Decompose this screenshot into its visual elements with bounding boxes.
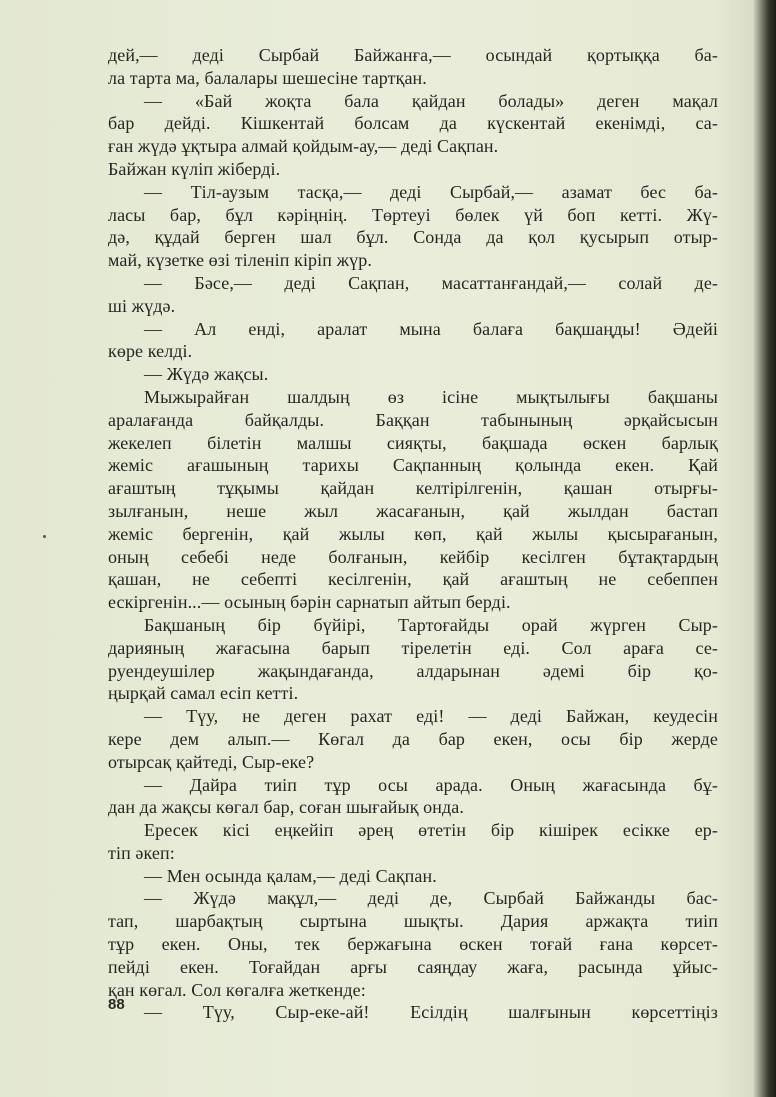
text-line: руендеушілер жақындағанда, алдарынан әдемі бір қо- [108,660,718,681]
page-body-text [108,44,718,1024]
text-line: — Ал енді, аралат мына балаға бақшаңды! Әдейі [144,318,718,339]
text-line: ласы бар, бұл кәріңнің. Төртеуі бөлек үй боп кетті. Жү- [108,204,718,225]
text-line: — «Бай жоқта бала қайдан болады» деген мақал [144,90,718,111]
text-line: көре келді. [108,341,193,362]
page-number: 88 [108,996,125,1013]
text-line: оның себебі неде болғанын, кейбір кесілген бұтақтардың [108,546,718,567]
text-line: Бақшаның бір бүйірі, Тартоғайды орай жүрген Сыр- [144,614,718,635]
text-line: ла тарта ма, балалары шешесіне тартқан. [108,67,427,88]
text-line: жекелеп білетін малшы сияқты, бақшада өскен барлық [108,432,718,453]
text-line: тіп әкеп: [108,842,175,863]
text-line: дә, құдай берген шал бұл. Сонда да қол қусырып отыр- [108,227,718,248]
text-line: пейді екен. Тоғайдан арғы саяңдау жаға, расында ұйыс- [108,956,718,977]
text-line: — Түу, не деген рахат еді! — деді Байжан, кеудесін [144,706,718,727]
text-line: — Дайра тиіп тұр осы арада. Оның жағасында бұ- [144,774,718,795]
text-line: ағаштың тұқымы қайдан келтірілгенін, қашан отырғы- [108,478,718,499]
text-line: дей,— деді Сырбай Байжанға,— осындай қортыққа ба- [108,45,718,65]
text-line: дан да жақсы көгал бар, соған шығайық онда. [108,797,464,818]
text-line: кере дем алып.— Көгал да бар екен, осы бір жерде [108,728,718,749]
text-line: — Бәсе,— деді Сақпан, масаттанғандай,— солай де- [144,272,718,293]
text-line: ші жүдә. [108,295,176,316]
text-line: тап, шарбақтың сыртына шықты. Дария аржақта тиіп [108,911,718,932]
text-line: дарияның жағасына барып тірелетін еді. Сол араға се- [108,637,718,658]
text-line: ескіргенін...— осының бәрін сарнатып айтып берді. [108,592,511,613]
text-line: — Жүдә мақұл,— деді де, Сырбай Байжанды бас- [144,888,718,909]
text-line: зылғанын, неше жыл жасағанын, қай жылдан бастап [108,500,718,521]
text-line: — Жүдә жақсы. [144,364,269,385]
text-line: ған жүдә ұқтыра алмай қойдым-ау,— деді Сақпан. [108,136,499,157]
text-line: жеміс ағашының тарихы Сақпанның қолында екен. Қай [108,455,718,476]
text-line: жеміс бергенін, қай жылы көп, қай жылы қысырағанын, [108,523,718,544]
text-line: тұр екен. Оны, тек бержағына өскен тоғай ғана көрсет- [108,934,718,955]
text-line: май, күзетке өзі тіленіп кіріп жүр. [108,250,372,271]
text-line: қашан, не себепті кесілгенін, қай ағаштың не себеппен [108,569,718,590]
text-line: — Тіл-аузым тасқа,— деді Сырбай,— азамат бес ба- [144,181,718,202]
text-line: Мыжырайған шалдың өз ісіне мықтылығы бақшаны [144,386,718,407]
text-line: ңырқай самал есіп кетті. [108,683,299,704]
text-line: қан көгал. Сол көгалға жеткенде: [108,979,366,1000]
text-line: — Түу, Сыр-еке-ай! Есілдің шалғынын көрсеттіңіз [144,1002,718,1023]
text-line: отырсақ қайтеді, Сыр-еке? [108,751,315,772]
text-line: бар дейді. Кішкентай болсам да күскентай екенімді, са- [108,113,718,134]
print-speck [43,535,46,538]
text-line: аралағанда байқалды. Баққан табынының әрқайсысын [108,409,718,430]
text-line: Байжан күліп жіберді. [108,158,281,179]
text-line: Ересек кісі еңкейіп әрең өтетін бір кішірек есікке ер- [144,820,718,841]
text-line: — Мен осында қалам,— деді Сақпан. [144,865,437,886]
